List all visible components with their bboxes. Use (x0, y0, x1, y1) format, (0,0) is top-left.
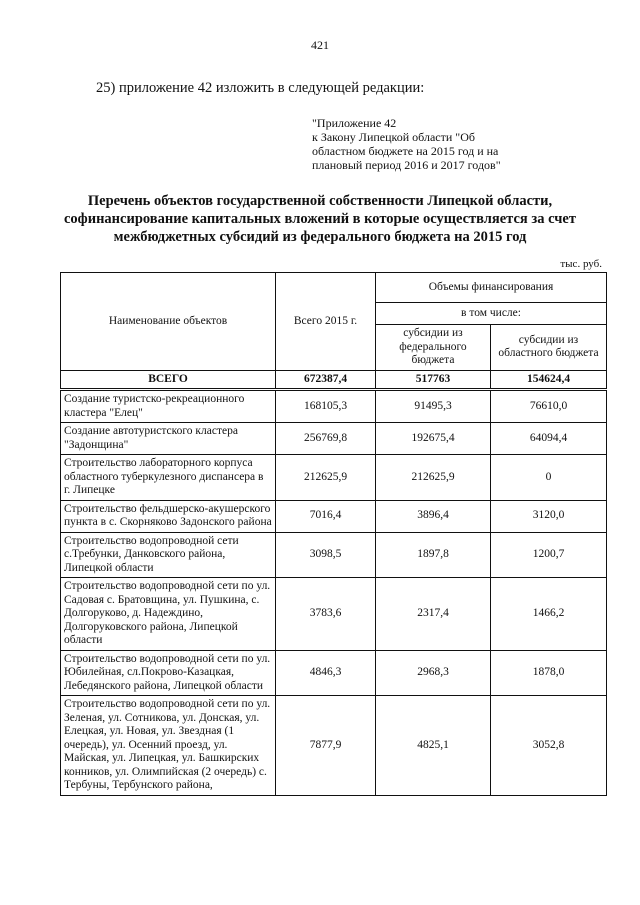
appendix-reference (312, 116, 612, 172)
row-name: Создание туристско-рекреационного кластера "Елец" (61, 390, 276, 423)
row-regional: 3120,0 (491, 500, 607, 532)
row-name: Строительство фельдшерско-акушерского пункта в с. Скорняково Задонского района (61, 500, 276, 532)
row-regional: 1200,7 (491, 532, 607, 578)
row-federal: 2317,4 (376, 578, 491, 651)
appendix-reference-line: плановый период 2016 и 2017 годов" (312, 158, 501, 172)
header-regional-subsidies: субсидии из областного бюджета (491, 325, 607, 371)
row-federal: 4825,1 (376, 696, 491, 796)
row-regional: 76610,0 (491, 390, 607, 423)
total-value: 672387,4 (276, 370, 376, 390)
row-regional: 0 (491, 455, 607, 501)
document-title-line: софинансирование капитальных вложений в которые осуществляется за счет (64, 211, 576, 227)
table-total-row (61, 370, 607, 390)
table-row (61, 532, 607, 578)
row-total: 168105,3 (276, 390, 376, 423)
table-row (61, 390, 607, 423)
row-federal: 3896,4 (376, 500, 491, 532)
row-total: 256769,8 (276, 423, 376, 455)
table-row (61, 455, 607, 501)
row-name: Создание автотуристского кластера "Задонщина" (61, 423, 276, 455)
total-federal: 517763 (376, 370, 491, 390)
row-name: Строительство лабораторного корпуса областного туберкулезного диспансера в г. Липецке (61, 455, 276, 501)
table-header (61, 273, 607, 371)
table-row (61, 696, 607, 796)
row-regional: 1466,2 (491, 578, 607, 651)
page-number: 421 (311, 38, 329, 52)
document-title (40, 192, 600, 246)
row-name: Строительство водопроводной сети с.Требунки, Данковского района, Липецкой области (61, 532, 276, 578)
row-name: Строительство водопроводной сети по ул. Садовая с. Братовщина, ул. Пушкина, с. Долгоруково, д. Надеждино, Долгоруковского района, Липецкой области (61, 578, 276, 651)
appendix-reference-line: "Приложение 42 (312, 116, 397, 130)
header-federal-subsidies: субсидии из федерального бюджета (376, 325, 491, 371)
row-federal: 212625,9 (376, 455, 491, 501)
row-federal: 91495,3 (376, 390, 491, 423)
header-name: Наименование объектов (61, 273, 276, 371)
table-row (61, 500, 607, 532)
funding-table (60, 272, 607, 796)
row-total: 3783,6 (276, 578, 376, 651)
row-federal: 2968,3 (376, 650, 491, 696)
row-regional: 64094,4 (491, 423, 607, 455)
row-total: 212625,9 (276, 455, 376, 501)
row-regional: 3052,8 (491, 696, 607, 796)
row-total: 3098,5 (276, 532, 376, 578)
row-federal: 192675,4 (376, 423, 491, 455)
row-name: Строительство водопроводной сети по ул. Зеленая, ул. Сотникова, ул. Донская, ул. Елецкая, ул. Новая, ул. Звездная (1 очередь), ул. Осенний проезд, ул. Майская, ул. Липецкая, ул. Башкирских конников, ул. Олимпийская (2 очередь) с. Тербуны, Тербунского района, (61, 696, 276, 796)
row-total: 7877,9 (276, 696, 376, 796)
table-row (61, 650, 607, 696)
total-label: ВСЕГО (61, 370, 276, 390)
row-regional: 1878,0 (491, 650, 607, 696)
total-regional: 154624,4 (491, 370, 607, 390)
intro-line: 25) приложение 42 изложить в следующей редакции: (96, 80, 425, 96)
document-title-line: межбюджетных субсидий из федерального бюджета на 2015 год (113, 229, 527, 245)
unit-label: тыс. руб. (560, 258, 602, 270)
table-row (61, 578, 607, 651)
header-total-2015: Всего 2015 г. (276, 273, 376, 371)
table-row (61, 423, 607, 455)
row-total: 7016,4 (276, 500, 376, 532)
row-total: 4846,3 (276, 650, 376, 696)
header-funding-volumes: Объемы финансирования (376, 273, 607, 303)
appendix-reference-line: областном бюджете на 2015 год и на (312, 144, 499, 158)
document-title-line: Перечень объектов государственной собственности Липецкой области, (87, 193, 553, 209)
header-including: в том числе: (376, 303, 607, 325)
appendix-reference-line: к Закону Липецкой области "Об (312, 130, 475, 144)
row-name: Строительство водопроводной сети по ул. Юбилейная, сл.Покрово-Казацкая, Лебедянского района, Липецкой области (61, 650, 276, 696)
row-federal: 1897,8 (376, 532, 491, 578)
